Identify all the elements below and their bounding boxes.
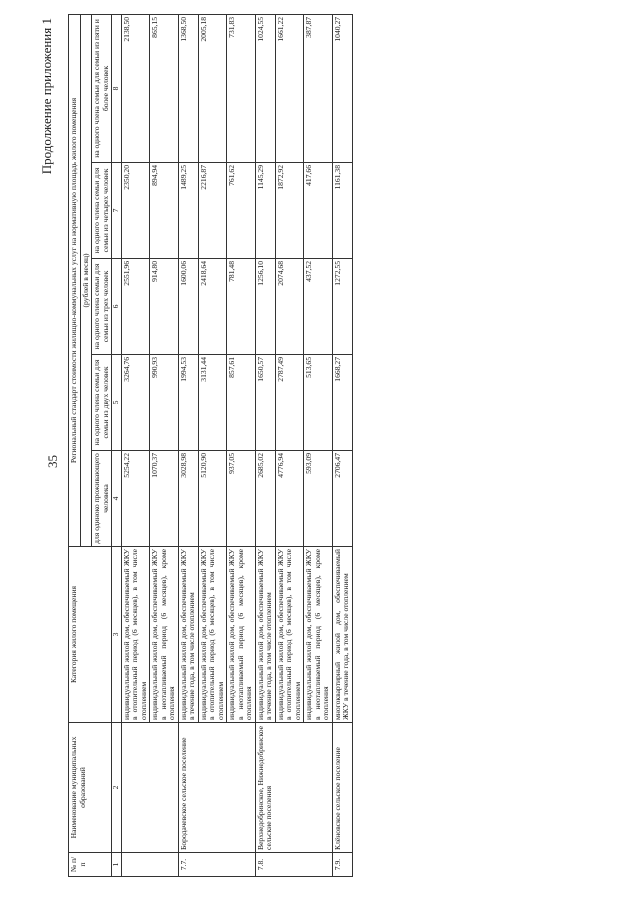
value-family-5plus: 2005,18 <box>198 14 227 162</box>
column-index: 8 <box>112 14 122 162</box>
value-family-4: 894,94 <box>150 163 179 259</box>
municipality-name: Бородачевское сельское поселение <box>178 723 255 853</box>
standard-cost-table <box>68 14 353 877</box>
table-row <box>121 14 150 876</box>
column-index: 5 <box>112 355 122 451</box>
value-family-4: 1872,92 <box>275 163 304 259</box>
value-family-5plus: 1040,27 <box>332 14 352 162</box>
value-family-2: 1650,57 <box>255 355 275 451</box>
value-single: 1070,37 <box>150 451 179 547</box>
housing-category: индивидуальный жилой дом, обеспечиваемый ЖКУ в течение года, в том числе отоплением <box>178 547 198 723</box>
header-num: № п/п <box>69 853 112 877</box>
value-single: 5254,22 <box>121 451 150 547</box>
value-single: 3028,98 <box>178 451 198 547</box>
header-col8: на одного члена семьи для семьи из пяти и более человек <box>92 14 112 162</box>
housing-category: индивидуальный жилой дом, обеспечиваемый ЖКУ в отопительный период (6 месяцев), в том числе отоплением <box>121 547 150 723</box>
value-family-2: 3131,44 <box>198 355 227 451</box>
table-row <box>332 14 352 876</box>
municipality-name: Клёновское сельское поселение <box>332 723 352 853</box>
value-family-5plus: 865,15 <box>150 14 179 162</box>
value-family-2: 990,93 <box>150 355 179 451</box>
value-family-3: 2551,96 <box>121 259 150 355</box>
value-family-2: 2787,49 <box>275 355 304 451</box>
header-col4: для одиноко проживающего человека <box>92 451 112 547</box>
value-single: 937,05 <box>227 451 256 547</box>
value-family-5plus: 387,87 <box>304 14 333 162</box>
row-number: 7.9. <box>332 853 352 877</box>
header-category: Категория жилого помещения <box>69 547 112 723</box>
value-single: 4776,94 <box>275 451 304 547</box>
header-standard-title: Региональный стандарт стоимости жилищно-коммунальных услуг на нормативную площадь жилого помещения <box>69 14 81 546</box>
column-index: 7 <box>112 163 122 259</box>
value-family-4: 1145,29 <box>255 163 275 259</box>
value-single: 593,09 <box>304 451 333 547</box>
value-family-2: 1668,27 <box>332 355 352 451</box>
header-col6: на одного члена семьи для семьи из трех человек <box>92 259 112 355</box>
header-col5: на одного члена семьи для семьи из двух человек <box>92 355 112 451</box>
value-family-3: 914,80 <box>150 259 179 355</box>
value-family-5plus: 731,83 <box>227 14 256 162</box>
value-family-3: 1272,55 <box>332 259 352 355</box>
value-single: 2706,47 <box>332 451 352 547</box>
value-family-3: 2418,64 <box>198 259 227 355</box>
value-family-4: 2216,87 <box>198 163 227 259</box>
page-number: 35 <box>45 455 60 468</box>
value-family-5plus: 1661,22 <box>275 14 304 162</box>
column-index-row <box>112 14 122 876</box>
value-family-4: 417,66 <box>304 163 333 259</box>
column-index: 3 <box>112 547 122 723</box>
municipality-name <box>121 723 178 853</box>
header-unit: (рублей в месяц) <box>80 14 92 546</box>
municipality-name: Верхнедобринское, Нижнедобринское сельские поселения <box>255 723 332 853</box>
value-family-3: 1600,06 <box>178 259 198 355</box>
value-family-3: 1256,10 <box>255 259 275 355</box>
header-municipality: Наименование муниципальных образований <box>69 723 112 853</box>
housing-category: индивидуальный жилой дом, обеспечиваемый ЖКУ в неотапливаемый период (6 месяцев), кроме отопления <box>150 547 179 723</box>
row-number <box>121 853 178 877</box>
column-index: 1 <box>112 853 122 877</box>
value-family-4: 1489,25 <box>178 163 198 259</box>
value-family-4: 2350,20 <box>121 163 150 259</box>
value-family-3: 437,52 <box>304 259 333 355</box>
column-index: 4 <box>112 451 122 547</box>
value-family-2: 857,61 <box>227 355 256 451</box>
value-family-2: 3264,76 <box>121 355 150 451</box>
continuation-title: Продолжение приложения 1 <box>39 18 54 175</box>
housing-category: индивидуальный жилой дом, обеспечиваемый ЖКУ в неотапливаемый период (6 месяцев), кроме отопления <box>304 547 333 723</box>
housing-category: индивидуальный жилой дом, обеспечиваемый ЖКУ в отопительный период (6 месяцев), в том числе отоплением <box>275 547 304 723</box>
row-number: 7.8. <box>255 853 332 877</box>
value-family-5plus: 1368,50 <box>178 14 198 162</box>
value-single: 2685,02 <box>255 451 275 547</box>
column-index: 6 <box>112 259 122 355</box>
header-col7: на одного члена семьи для семьи из четырех человек <box>92 163 112 259</box>
value-family-3: 781,48 <box>227 259 256 355</box>
value-single: 5120,90 <box>198 451 227 547</box>
table-row <box>255 14 275 876</box>
housing-category: индивидуальный жилой дом, обеспечиваемый ЖКУ в течение года, в том числе отоплением <box>255 547 275 723</box>
housing-category: индивидуальный жилой дом, обеспечиваемый ЖКУ в неотапливаемый период (6 месяцев), кроме отопления <box>227 547 256 723</box>
value-family-4: 1161,38 <box>332 163 352 259</box>
value-family-2: 513,65 <box>304 355 333 451</box>
value-family-5plus: 1024,55 <box>255 14 275 162</box>
value-family-2: 1994,53 <box>178 355 198 451</box>
value-family-4: 761,62 <box>227 163 256 259</box>
value-family-3: 2074,68 <box>275 259 304 355</box>
value-family-5plus: 2138,50 <box>121 14 150 162</box>
column-index: 2 <box>112 723 122 853</box>
table-row <box>178 14 198 876</box>
housing-category: индивидуальный жилой дом, обеспечиваемый ЖКУ в отопительный период (6 месяцев), в том числе отоплением <box>198 547 227 723</box>
row-number: 7.7. <box>178 853 255 877</box>
housing-category: многоквартирный жилой дом, обеспечиваемый ЖКУ в течение года, в том числе отоплением <box>332 547 352 723</box>
